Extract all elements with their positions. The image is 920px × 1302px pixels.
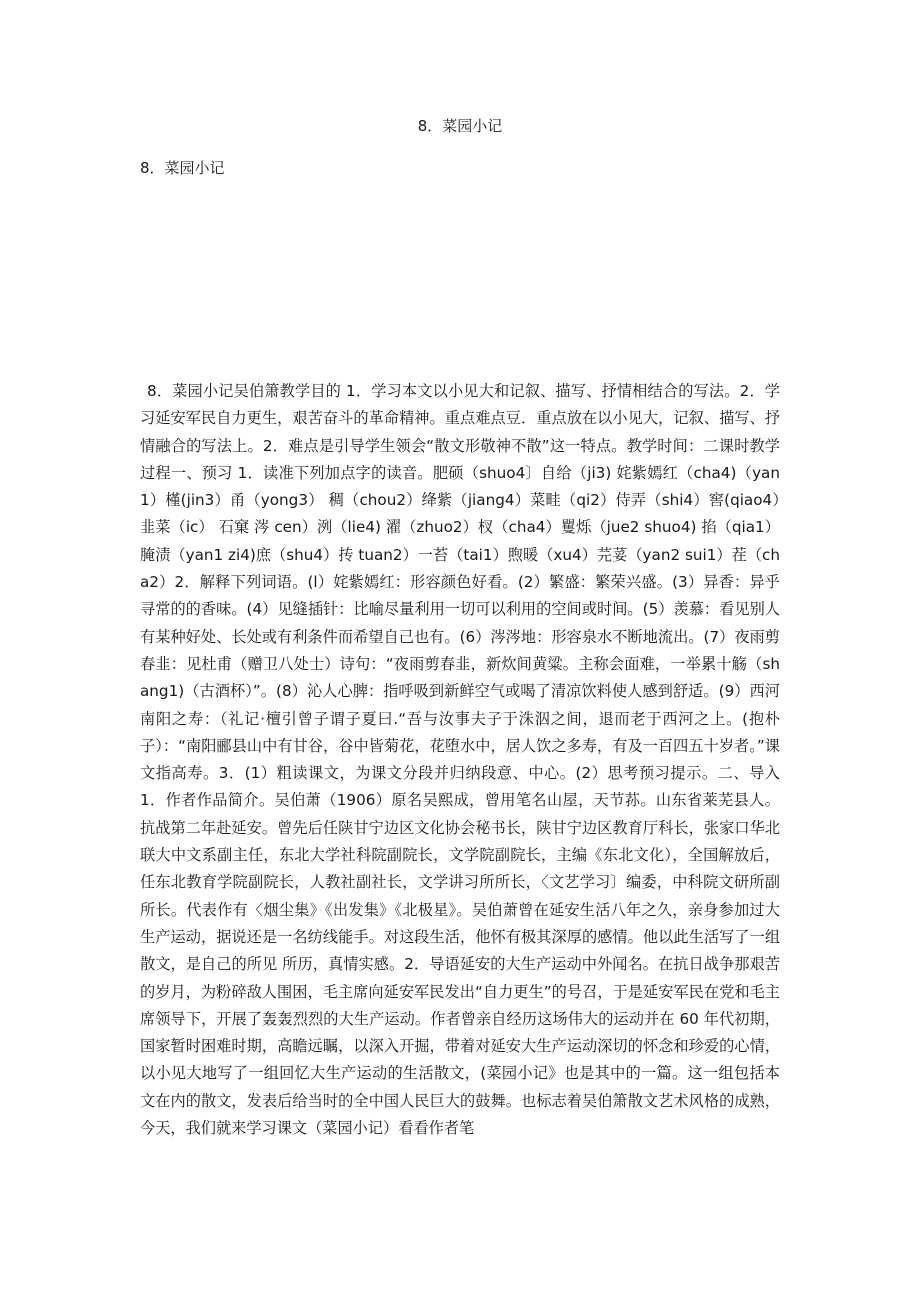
body-paragraph: 8．菜园小记吴伯箫教学目的 1．学习本文以小见大和记叙、描写、抒情相结合的写法。2．学习延安军民自力更生，艰苦奋斗的革命精神。重点难点豆．重点放在以小见大，记叙、描写、抒情融合的写法上。2．难点是引导学生领会“散文形敬神不散”这一特点。教学时间：二课时教学过程一、预习 1．读准下列加点字的读音。肥硕（shuo4〕自给（ji3) 姹紫嫣红（cha4)（yan1）槿(jin3）甬（yong3） 稠（chou2）绛紫（jiang4）菜畦（qi2）侍弄（shi4）窖(qiao4）韭菜（ic） 石窠 涔 cen）洌（lie4) 濯（zhuo2）杈（cha4）矍烁（jue2 shuo4) 掐（qia1）腌渍（yan1 zi4)庶（shu4）抟 tuan2）一苔（tai1）煦暖（xu4）芫荽（yan2 sui1）茬（cha2）2．解释下列词语。(l）姹紫嫣红：形容颜色好看。(2）繁盛：繁荣兴盛。(3）异香：异乎寻常的的香味。(4）见缝插针：比喻尽量利用一切可以利用的空间或时间。(5）羡慕：看见别人有某种好处、长处或有利条件而希望自己也有。(6）涔涔地：形容泉水不断地流出。(7）夜雨剪春韭：见杜甫（赠卫八处士）诗句：“夜雨剪春韭，新炊间黄粱。主称会面难，一举累十觞（shang1)（古酒杯）”。(8）沁人心脾：指呼吸到新鲜空气或喝了清凉饮料使人感到舒适。(9）西河南阳之寿：（礼记·檀引曾子谓子夏曰.“吾与汝事夫子于洙泅之间，退而老于西河之上。(抱朴子）：“南阳郦县山中有甘谷，谷中皆菊花，花堕水中，居人饮之多寿，有及一百四五十岁者。”课文指高寿。3．(1）粗读课文，为课文分段并归纳段意、中心。(2）思考预习提示。二、导入 1．作者作品简介。吴伯萧（1906）原名吴熙成，曾用笔名山屋，天节荪。山东省莱芜县人。抗战第二年赴延安。曾先后任陕甘宁边区文化协会秘书长，陕甘宁边区教育厅科长，张家口华北联大中文系副主任，东北大学社科院副院长，文学院副院长，主编《东北文化），全国解放后，任东北教育学院副院长，人教社副社长，文学讲习所所长，〈文艺学习〕编委，中科院文研所副所长。代表作有〈烟尘集》《出发集》《北极星》。吴伯萧曾在延安生活八年之久，亲身参加过大生产运动，据说还是一名纺线能手。对这段生活，他怀有极其深厚的感情。他以此生活写了一组散文，是自己的所见 所历，真情实感。2．导语延安的大生产运动中外闻名。在抗日战争那艰苦的岁月，为粉碎敌人围困，毛主席向延安军民发出“自力更生”的号召，于是延安军民在党和毛主席领导下，开展了轰轰烈烈的大生产运动。作者曾亲自经历这场伟大的运动并在 60 年代初期，国家暂时困难时期，高瞻远瞩，以深入开掘，带着对延安大生产运动深切的怀念和珍爱的心情，以小见大地写了一组回忆大生产运动的生活散文，(菜园小记》也是其中的一篇。这一组包括本文在内的散文，发表后给当时的全中国人民巨大的鼓舞。也标志着吴伯箫散文艺术风格的成熟，今天，我们就来学习课文（菜园小记）看看作者笔 [140, 382, 780, 1138]
page-title: 8．菜园小记 [417, 117, 503, 135]
section-heading: 8．菜园小记 [140, 159, 225, 177]
